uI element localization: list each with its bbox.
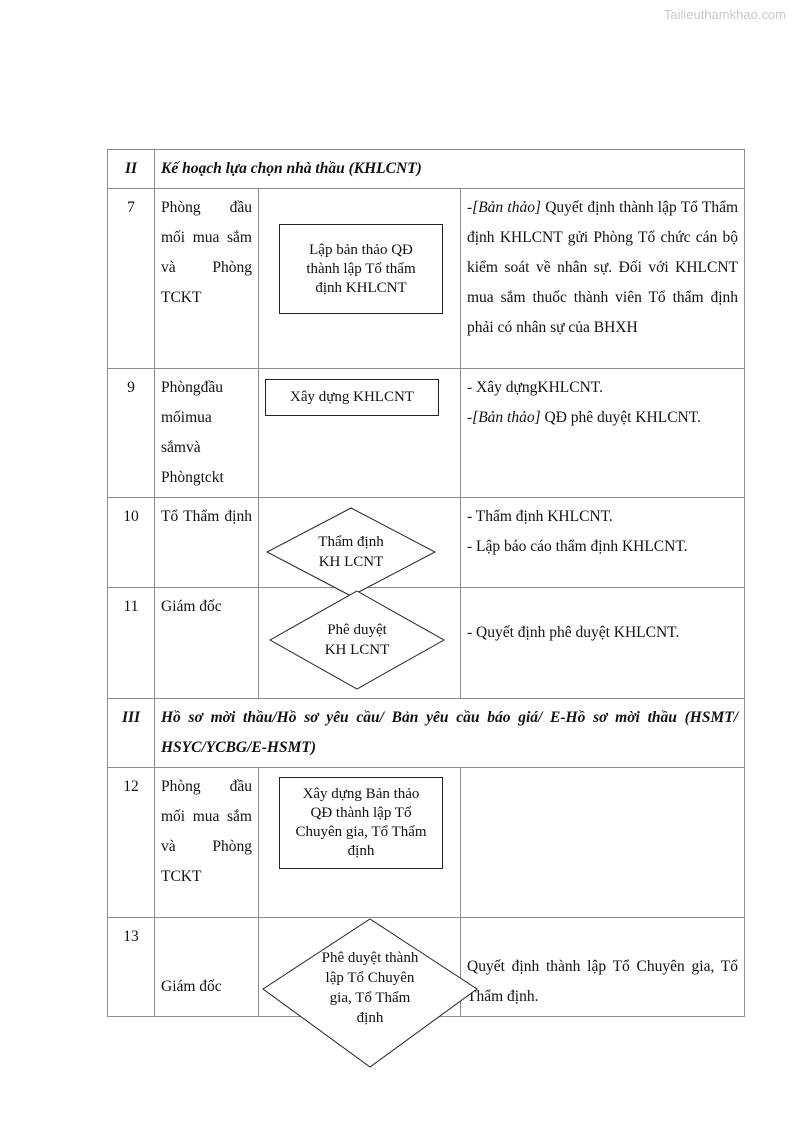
draft-label: [Bản thảo] xyxy=(472,199,541,216)
decision-diamond xyxy=(269,590,445,690)
unit-line: Phòngtckt xyxy=(161,469,224,486)
desc-prefix: - xyxy=(467,409,473,426)
flow-cell xyxy=(259,189,461,369)
decision-diamond xyxy=(262,918,478,1068)
section-number: II xyxy=(108,150,155,189)
section-header-row xyxy=(108,150,745,189)
unit-line: sắmvà xyxy=(161,439,201,456)
responsible-unit: Phòng đầu mối mua sắm và Phòng TCKT xyxy=(155,768,259,918)
unit-line: mốimua xyxy=(161,409,212,426)
flow-cell xyxy=(259,498,461,588)
diamond-text-line: KH LCNT xyxy=(324,642,390,658)
step-number: 7 xyxy=(108,189,155,369)
responsible-unit xyxy=(155,369,259,498)
table-row xyxy=(108,918,745,1017)
step-description xyxy=(461,369,745,498)
flow-cell xyxy=(259,369,461,498)
desc-line: - Xây dựngKHLCNT. xyxy=(467,379,603,396)
responsible-unit: Tổ Thẩm định xyxy=(155,498,259,588)
step-description: - Quyết định phê duyệt KHLCNT. xyxy=(461,588,745,699)
desc-line: - Thẩm định KHLCNT. xyxy=(467,508,613,525)
draft-label: [Bản thảo] xyxy=(472,409,541,426)
diamond-text-line: Phê duyệt xyxy=(327,622,387,638)
process-box: Lập bản thảo QĐ thành lập Tổ thẩm định KHLCNT xyxy=(279,224,443,314)
step-number: 13 xyxy=(108,918,155,1017)
step-description xyxy=(461,498,745,588)
watermark: Tailieuthamkhao.com xyxy=(663,7,786,22)
table-row xyxy=(108,498,745,588)
diamond-label xyxy=(269,590,445,690)
section-title: Kế hoạch lựa chọn nhà thầu (KHLCNT) xyxy=(155,150,745,189)
section-number: III xyxy=(108,699,155,768)
desc-line: - Lập báo cáo thẩm định KHLCNT. xyxy=(467,538,688,555)
responsible-unit: Phòng đầu mối mua sắm và Phòng TCKT xyxy=(155,189,259,369)
table-row xyxy=(108,588,745,699)
step-number: 10 xyxy=(108,498,155,588)
step-description xyxy=(461,189,745,369)
step-number: 9 xyxy=(108,369,155,498)
section-header-row xyxy=(108,699,745,768)
flow-cell xyxy=(259,588,461,699)
desc-text: QĐ phê duyệt KHLCNT. xyxy=(540,409,701,426)
desc-line xyxy=(467,403,738,433)
responsible-unit: Giám đốc xyxy=(155,588,259,699)
responsible-unit: Giám đốc xyxy=(155,918,259,1017)
desc-prefix: - xyxy=(467,199,473,216)
flow-cell xyxy=(259,768,461,918)
flow-cell xyxy=(259,918,461,1026)
step-description: Quyết định thành lập Tổ Chuyên gia, Tổ Thẩm định. xyxy=(461,918,745,1017)
diamond-text-line: KH LCNT xyxy=(318,554,384,570)
step-description xyxy=(461,768,745,918)
diamond-label: Phê duyệt thành lập Tổ Chuyên gia, Tổ Thẩm định xyxy=(321,950,419,1026)
table-row xyxy=(108,768,745,918)
table-row xyxy=(108,189,745,369)
process-box: Xây dựng Bản thảo QĐ thành lập Tổ Chuyên gia, Tổ Thẩm định xyxy=(279,777,443,869)
table-row xyxy=(108,369,745,498)
diamond-label xyxy=(266,507,436,597)
unit-line: Phòngđầu xyxy=(161,379,223,396)
step-number: 11 xyxy=(108,588,155,699)
decision-diamond xyxy=(266,507,436,597)
step-number: 12 xyxy=(108,768,155,918)
diamond-text-line: Thẩm định xyxy=(318,534,384,550)
desc-text: Quyết định thành lập Tổ Thẩm định KHLCNT gửi Phòng Tổ chức cán bộ kiểm soát về nhân sự. Đối với KHLCNT mua sắm thuốc thành viên Tổ thẩm định phải có nhân sự của BHXH xyxy=(467,199,739,336)
procedure-table xyxy=(107,149,745,1026)
section-title: Hồ sơ mời thầu/Hồ sơ yêu cầu/ Bản yêu cầu báo giá/ E-Hồ sơ mời thầu (HSMT/ HSYC/YCBG/E-HSMT) xyxy=(155,699,745,768)
process-box: Xây dựng KHLCNT xyxy=(265,379,439,416)
